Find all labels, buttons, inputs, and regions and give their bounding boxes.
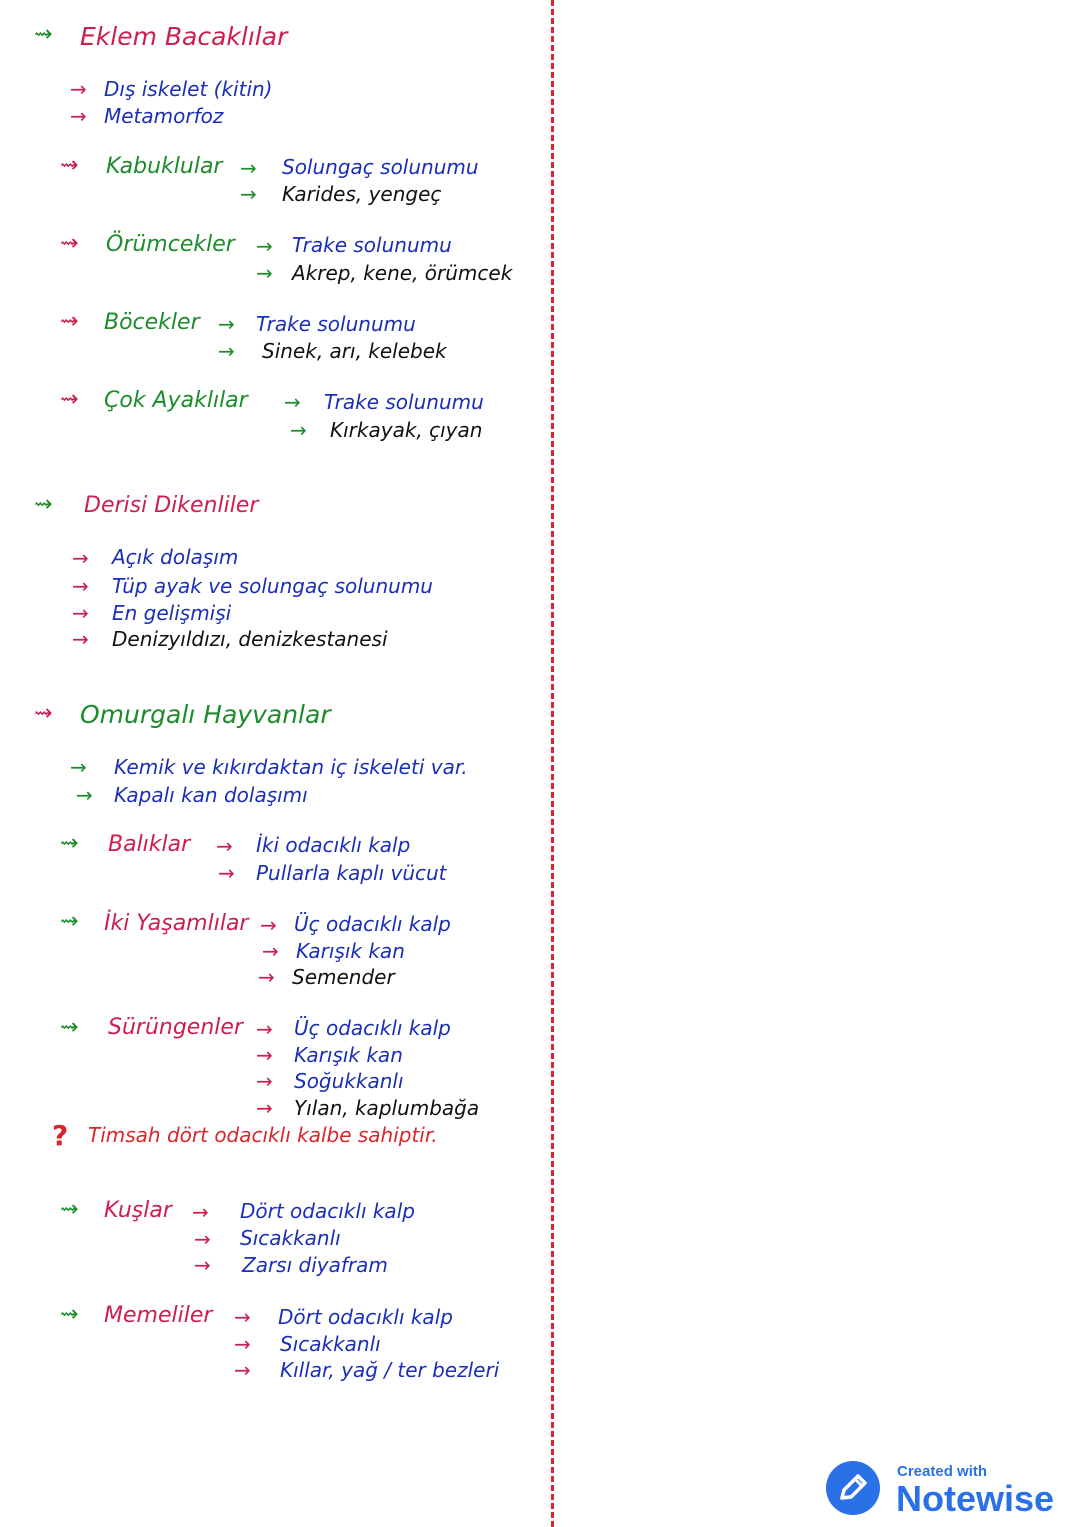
squiggle-arrow-icon: ⇝ xyxy=(60,387,79,412)
eklem-point-1: Dış iskelet (kitin) xyxy=(104,77,273,101)
squiggle-arrow-icon: ⇝ xyxy=(60,909,79,934)
arrow-icon: → xyxy=(240,182,257,206)
kabuklular-a: Solungaç solunumu xyxy=(282,155,479,179)
arrow-icon: → xyxy=(218,861,235,885)
ikiyasamlilar-c: Semender xyxy=(292,965,395,989)
omurgali-point-2: Kapalı kan dolaşımı xyxy=(114,783,308,807)
derisi-point-2: Tüp ayak ve solungaç solunumu xyxy=(112,574,433,598)
surungenler-d: Yılan, kaplumbağa xyxy=(294,1096,480,1120)
kuslar-c: Zarsı diyafram xyxy=(242,1253,388,1277)
eklem-title: Eklem Bacaklılar xyxy=(80,22,288,51)
page-divider-dashed-line xyxy=(551,0,554,1527)
arrow-icon: → xyxy=(72,601,89,625)
arrow-icon: → xyxy=(256,234,273,258)
bocekler-title: Böcekler xyxy=(104,310,200,335)
squiggle-arrow-icon: ⇝ xyxy=(34,22,53,47)
derisi-point-3: En gelişmişi xyxy=(112,601,232,625)
created-with-label: Created with xyxy=(897,1463,988,1480)
warning-icon: ? xyxy=(52,1119,69,1152)
eklem-point-2: Metamorfoz xyxy=(104,104,224,128)
orumcekler-a: Trake solunumu xyxy=(292,233,452,257)
arrow-icon: → xyxy=(262,939,279,963)
arrow-icon: → xyxy=(256,1096,273,1120)
squiggle-arrow-icon: ⇝ xyxy=(60,1197,79,1222)
derisi-point-1: Açık dolaşım xyxy=(112,545,239,569)
squiggle-arrow-icon: ⇝ xyxy=(60,831,79,856)
ikiyasamlilar-a: Üç odacıklı kalp xyxy=(294,912,451,936)
arrow-icon: → xyxy=(256,1017,273,1041)
arrow-icon: → xyxy=(72,574,89,598)
derisi-title: Derisi Dikenliler xyxy=(84,493,259,518)
surungenler-b: Karışık kan xyxy=(294,1043,403,1067)
arrow-icon: → xyxy=(260,913,277,937)
squiggle-arrow-icon: ⇝ xyxy=(34,492,53,517)
arrow-icon: → xyxy=(218,312,235,336)
baliklar-title: Balıklar xyxy=(108,832,191,857)
arrow-icon: → xyxy=(70,755,87,779)
orumcekler-b: Akrep, kene, örümcek xyxy=(292,261,513,285)
squiggle-arrow-icon: ⇝ xyxy=(60,1015,79,1040)
surungenler-c: Soğukkanlı xyxy=(294,1069,404,1093)
arrow-icon: → xyxy=(256,1043,273,1067)
arrow-icon: → xyxy=(234,1358,251,1382)
bocekler-a: Trake solunumu xyxy=(256,312,416,336)
surungenler-a: Üç odacıklı kalp xyxy=(294,1016,451,1040)
ikiyasamlilar-title: İki Yaşamlılar xyxy=(104,911,249,936)
memeliler-a: Dört odacıklı kalp xyxy=(278,1305,453,1329)
kabuklular-title: Kabuklular xyxy=(106,154,223,179)
arrow-icon: → xyxy=(256,1069,273,1093)
memeliler-b: Sıcakkanlı xyxy=(280,1332,381,1356)
notewise-brand-name: Notewise xyxy=(896,1478,1055,1519)
notewise-pencil-icon xyxy=(826,1461,880,1515)
bocekler-b: Sinek, arı, kelebek xyxy=(262,339,447,363)
squiggle-arrow-icon: ⇝ xyxy=(34,701,53,726)
derisi-point-4: Denizyıldızı, denizkestanesi xyxy=(112,627,388,651)
arrow-icon: → xyxy=(192,1200,209,1224)
timsah-note: Timsah dört odacıklı kalbe sahiptir. xyxy=(88,1123,438,1147)
cokayaklilar-title: Çok Ayaklılar xyxy=(104,388,248,413)
orumcekler-title: Örümcekler xyxy=(106,232,235,257)
baliklar-a: İki odacıklı kalp xyxy=(256,833,411,857)
arrow-icon: → xyxy=(258,965,275,989)
arrow-icon: → xyxy=(76,783,93,807)
omurgali-point-1: Kemik ve kıkırdaktan iç iskeleti var. xyxy=(114,755,468,779)
ikiyasamlilar-b: Karışık kan xyxy=(296,939,405,963)
arrow-icon: → xyxy=(234,1305,251,1329)
arrow-icon: → xyxy=(290,418,307,442)
arrow-icon: → xyxy=(234,1332,251,1356)
cokayaklilar-a: Trake solunumu xyxy=(324,390,484,414)
arrow-icon: → xyxy=(194,1227,211,1251)
surungenler-title: Sürüngenler xyxy=(108,1015,243,1040)
memeliler-c: Kıllar, yağ / ter bezleri xyxy=(280,1358,500,1382)
arrow-icon: → xyxy=(70,104,87,128)
arrow-icon: → xyxy=(284,390,301,414)
arrow-icon: → xyxy=(72,546,89,570)
memeliler-title: Memeliler xyxy=(104,1303,213,1328)
cokayaklilar-b: Kırkayak, çıyan xyxy=(330,418,483,442)
arrow-icon: → xyxy=(256,261,273,285)
arrow-icon: → xyxy=(218,339,235,363)
baliklar-b: Pullarla kaplı vücut xyxy=(256,861,447,885)
arrow-icon: → xyxy=(194,1253,211,1277)
squiggle-arrow-icon: ⇝ xyxy=(60,231,79,256)
omurgali-title: Omurgalı Hayvanlar xyxy=(80,700,331,729)
squiggle-arrow-icon: ⇝ xyxy=(60,1302,79,1327)
squiggle-arrow-icon: ⇝ xyxy=(60,309,79,334)
kuslar-a: Dört odacıklı kalp xyxy=(240,1199,415,1223)
arrow-icon: → xyxy=(72,627,89,651)
kuslar-title: Kuşlar xyxy=(104,1198,172,1223)
squiggle-arrow-icon: ⇝ xyxy=(60,153,79,178)
arrow-icon: → xyxy=(240,156,257,180)
arrow-icon: → xyxy=(216,834,233,858)
kuslar-b: Sıcakkanlı xyxy=(240,1226,341,1250)
arrow-icon: → xyxy=(70,77,87,101)
kabuklular-b: Karides, yengeç xyxy=(282,182,442,206)
